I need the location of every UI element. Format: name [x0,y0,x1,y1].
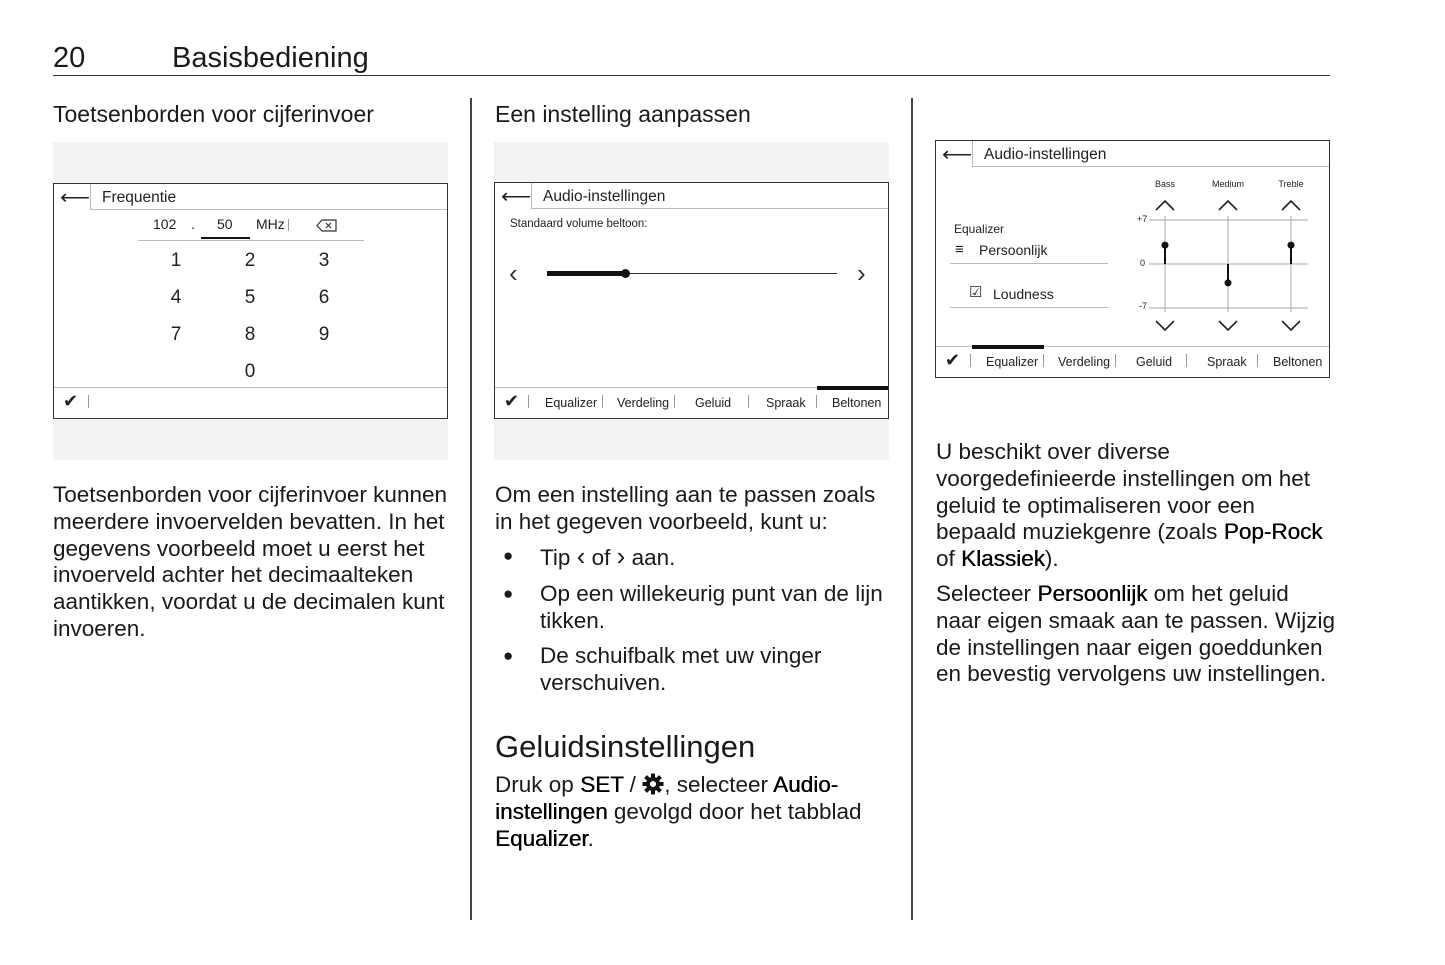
page-header-title: Basisbediening [172,42,369,74]
heading-sound-settings: Geluidsinstellingen [495,729,756,764]
confirm-check-icon[interactable]: ✔ [63,391,79,411]
tab-verdeling[interactable]: Verdeling [1058,355,1111,369]
text: , selecteer [664,772,769,797]
chevron-up-icon [1156,201,1174,210]
volume-screen [494,182,889,419]
adjust-bullet-list [495,543,895,706]
column-divider [470,98,472,920]
active-tab-indicator [972,345,1044,349]
persoonlijk-ref: Persoonlijk [1037,581,1148,606]
eq-band-handle[interactable] [1288,242,1295,249]
bullet2-text: Op een willekeurig punt van de lijn tikken. [540,580,883,633]
tab-geluid[interactable]: Geluid [695,396,732,410]
text: / [623,772,636,797]
chevron-left-icon[interactable]: ‹ [509,258,518,288]
tab-geluid[interactable]: Geluid [1136,355,1173,369]
key-5[interactable]: 5 [244,287,256,308]
klassiek-ref: Klassiek [961,546,1045,572]
back-arrow-icon[interactable]: ⟵ [942,143,973,166]
band-label-treble: Treble [1278,179,1304,189]
band-label-medium: Medium [1211,179,1244,189]
key-9[interactable]: 9 [318,324,330,345]
tab-bar [936,346,1329,377]
key-0[interactable]: 0 [244,361,256,382]
presets-paragraph [936,439,1338,573]
chevron-down-icon [1219,321,1237,330]
decimal-dot: . [191,216,195,232]
bullet1-of: of [591,545,611,570]
active-tab-indicator [817,386,888,390]
chevron-up-icon [1219,201,1237,210]
volume-slider-handle[interactable] [621,269,630,278]
gear-icon [642,773,664,795]
key-6[interactable]: 6 [318,287,330,308]
band-label-bass: Bass [1154,179,1175,189]
key-2[interactable]: 2 [244,250,256,271]
freq-dec-field[interactable]: 50 [217,216,233,232]
confirm-check-icon[interactable]: ✔ [945,350,961,370]
bullet3-text: De schuifbalk met uw vinger verschuiven. [540,643,822,696]
active-field-underline [201,237,250,239]
screen-title: Audio-instellingen [543,188,666,205]
chevron-right-icon: › [616,541,626,571]
screenshot-frequency [53,142,448,460]
scale-mid: 0 [1140,258,1146,268]
personal-paragraph [936,581,1336,688]
loudness-label: Loudness [993,286,1054,302]
chevron-down-icon [1282,321,1300,330]
eq-band-handle[interactable] [1162,242,1169,249]
equalizer-graph [936,141,1328,346]
text: om het geluid naar eigen smaak aan te passen. Wijzig de instellingen naar eigen goeddunken en bevestig vervolgens uw instellingen. [936,581,1335,687]
screen-title: Frequentie [102,189,177,206]
tab-verdeling[interactable]: Verdeling [617,396,670,410]
confirm-check-icon[interactable]: ✔ [504,391,520,411]
tab-equalizer[interactable]: Equalizer [545,396,598,410]
section-title-adjust: Een instelling aanpassen [495,101,751,127]
page-number: 20 [53,42,86,74]
text: Druk op [495,772,574,797]
adjust-intro: Om een instelling aan te passen zoals in het gegeven voorbeeld, kunt u: [495,482,876,534]
volume-slider-fill [547,271,625,276]
tab-bar [495,387,888,418]
bullet1-text: Tip [540,545,571,570]
set-button-ref: SET [580,772,624,797]
scale-top: +7 [1137,214,1148,224]
list-item [495,543,895,572]
screen-title: Audio-instellingen [984,146,1107,163]
equalizer-ref: Equalizer [495,825,588,851]
screenshot-volume [494,142,889,460]
section-title-keyboards: Toetsenborden voor cijferinvoer [53,101,374,127]
equalizer-screen [935,140,1330,378]
back-arrow-icon[interactable]: ⟵ [60,186,91,209]
scale-bottom: -7 [1139,301,1148,311]
header-rule [53,75,1330,76]
tab-equalizer[interactable]: Equalizer [986,355,1039,369]
chevron-right-icon[interactable]: › [857,258,866,288]
text: of [936,546,955,572]
tab-spraak[interactable]: Spraak [1207,355,1247,369]
bullet1-end: aan. [631,545,676,570]
text: Selecteer [936,581,1032,606]
tab-beltonen[interactable]: Beltonen [832,396,882,410]
list-item [495,643,895,697]
freq-int-field[interactable]: 102 [153,216,177,232]
key-7[interactable]: 7 [170,324,182,345]
key-8[interactable]: 8 [244,324,256,345]
screen-subtitle: Standaard volume beltoon: [510,218,648,230]
tab-spraak[interactable]: Spraak [766,396,806,410]
text: ). [1044,546,1059,572]
loudness-checkbox-icon[interactable]: ☑ [969,284,983,301]
tab-bar [54,387,447,418]
sound-settings-paragraph [495,772,895,852]
key-1[interactable]: 1 [170,250,182,271]
key-3[interactable]: 3 [318,250,330,271]
audio-settings-ref: Audio-instellingen [495,772,839,824]
preset-value[interactable]: Persoonlijk [979,242,1048,258]
chevron-down-icon [1156,321,1174,330]
unit-label: MHz [256,216,285,232]
keyboards-paragraph: Toetsenborden voor cijferinvoer kunnen meerdere invoervelden bevatten. In het gegevens voorbeeld moet u eerst het invoerveld achter het decimaalteken aantikken, voordat u de decimalen kunt invoeren. [53,482,447,641]
frequency-screen [53,183,448,419]
text: gevolgd door het tabblad [613,798,862,824]
pop-rock-ref: Pop-Rock [1223,519,1323,545]
text: U beschikt over diverse voorgedefinieerde instellingen om het geluid te optimaliseren voor een bepaald muziekgenre (zoals [936,439,1310,545]
backspace-icon[interactable] [316,219,338,232]
back-arrow-icon[interactable]: ⟵ [501,185,532,208]
list-icon: ≡ [955,241,964,258]
list-item [495,581,895,635]
text: . [587,825,594,851]
key-4[interactable]: 4 [170,287,182,308]
eq-band-handle[interactable] [1225,279,1232,286]
chevron-left-icon: ‹ [576,541,586,571]
column-divider [911,98,913,920]
chevron-up-icon [1282,201,1300,210]
tab-beltonen[interactable]: Beltonen [1273,355,1323,369]
equalizer-label: Equalizer [954,222,1005,236]
